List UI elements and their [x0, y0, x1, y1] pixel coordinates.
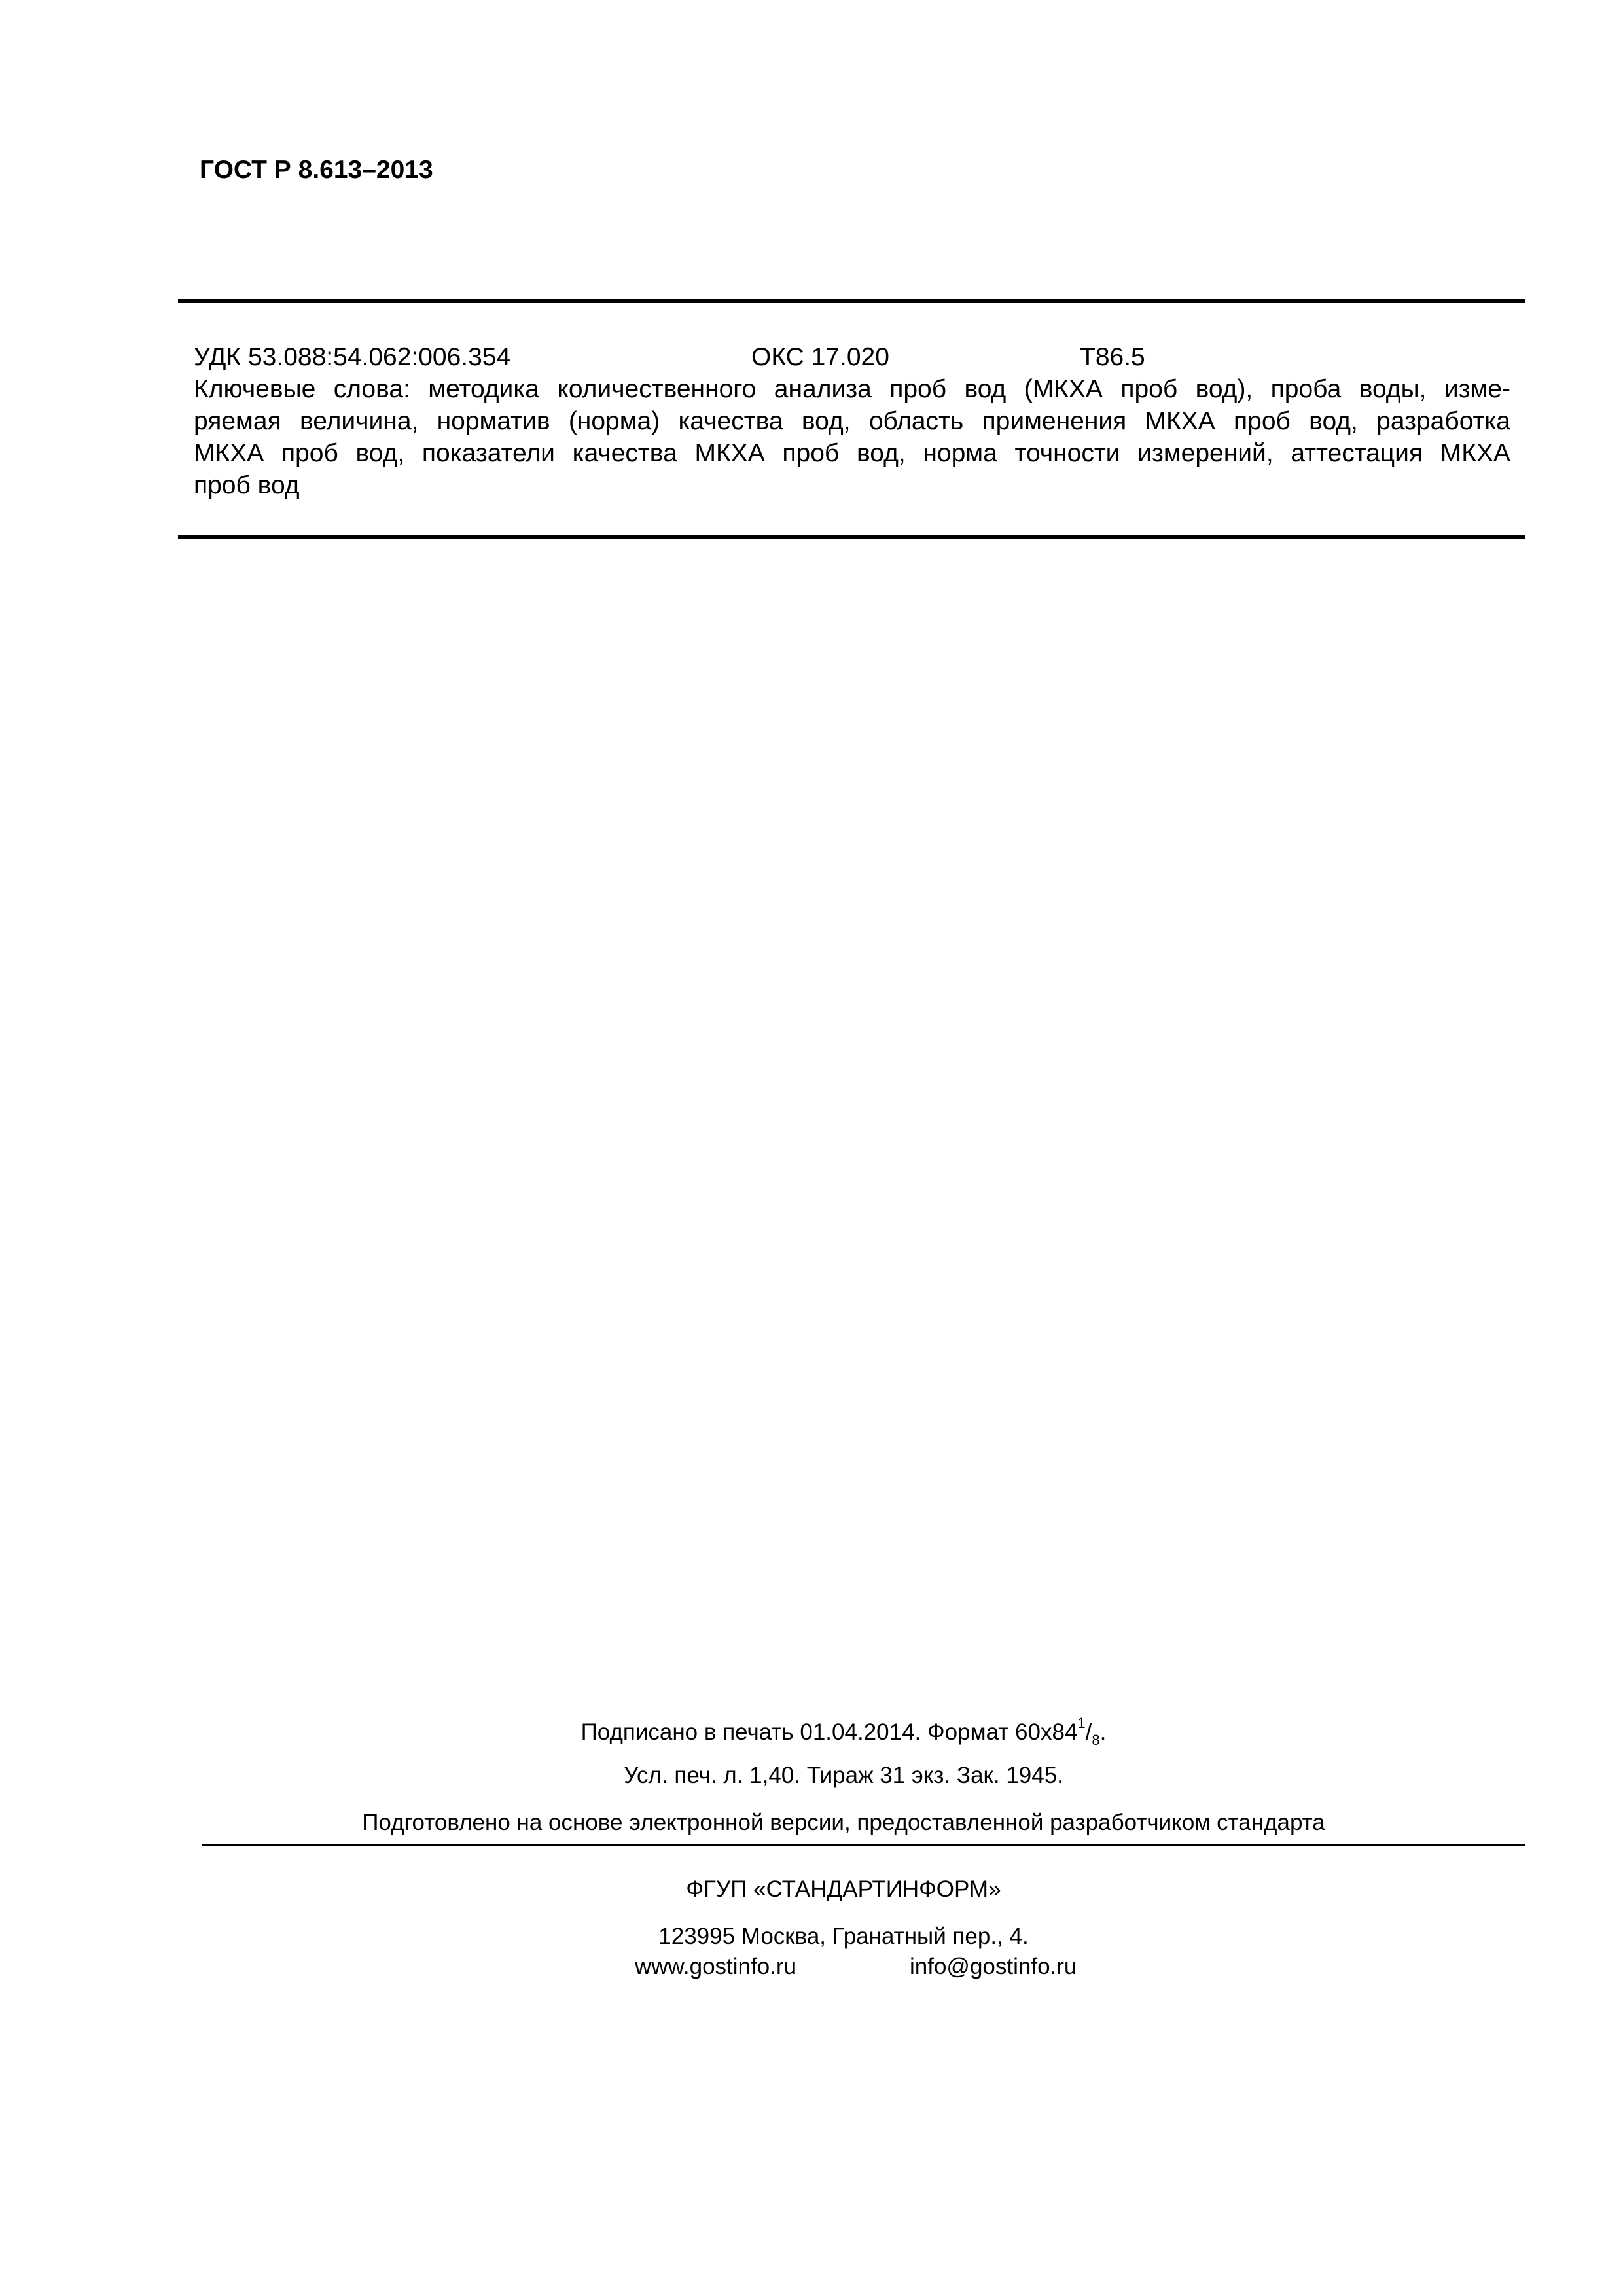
format-numerator: 1 [1077, 1715, 1086, 1731]
keywords-line: МКХА проб вод, показатели качества МКХА проб вод, норма точности измерений, аттестация МКХА [194, 439, 1510, 467]
top-divider [178, 299, 1525, 303]
udk-code: УДК 53.088:54.062:006.354 [194, 343, 511, 371]
keywords-line: ряемая величина, норматив (норма) качества вод, область применения МКХА проб вод, разработка [194, 407, 1510, 435]
keywords-line: Ключевые слова: методика количественного анализа проб вод (МКХА проб вод), проба воды, изме- [194, 375, 1510, 403]
keywords-block [194, 373, 1510, 501]
format-end: . [1099, 1719, 1107, 1745]
website-link[interactable]: www.gostinfo.ru [635, 1954, 797, 1979]
signed-for-print [170, 1708, 1517, 1755]
imprint-divider [202, 1844, 1525, 1846]
oks-code: ОКС 17.020 [751, 343, 889, 371]
prepared-note: Подготовлено на основе электронной версии, предоставленной разработчиком стандарта [362, 1810, 1325, 1835]
format-denominator: 8 [1092, 1732, 1100, 1748]
standard-code: ГОСТ Р 8.613–2013 [200, 156, 433, 184]
publisher-address: 123995 Москва, Гранатный пер., 4. [658, 1924, 1029, 1949]
bottom-divider [178, 535, 1525, 539]
signed-text: Подписано в печать 01.04.2014. Формат 60x84 [580, 1719, 1078, 1745]
print-data: Усл. печ. л. 1,40. Тираж 31 экз. Зак. 1945. [624, 1763, 1063, 1788]
t-code: Т86.5 [1080, 343, 1145, 371]
format-slash: / [1085, 1719, 1092, 1745]
email-link[interactable]: info@gostinfo.ru [910, 1954, 1077, 1979]
keywords-line: проб вод [194, 471, 300, 499]
publisher-name: ФГУП «СТАНДАРТИНФОРМ» [686, 1876, 1001, 1902]
